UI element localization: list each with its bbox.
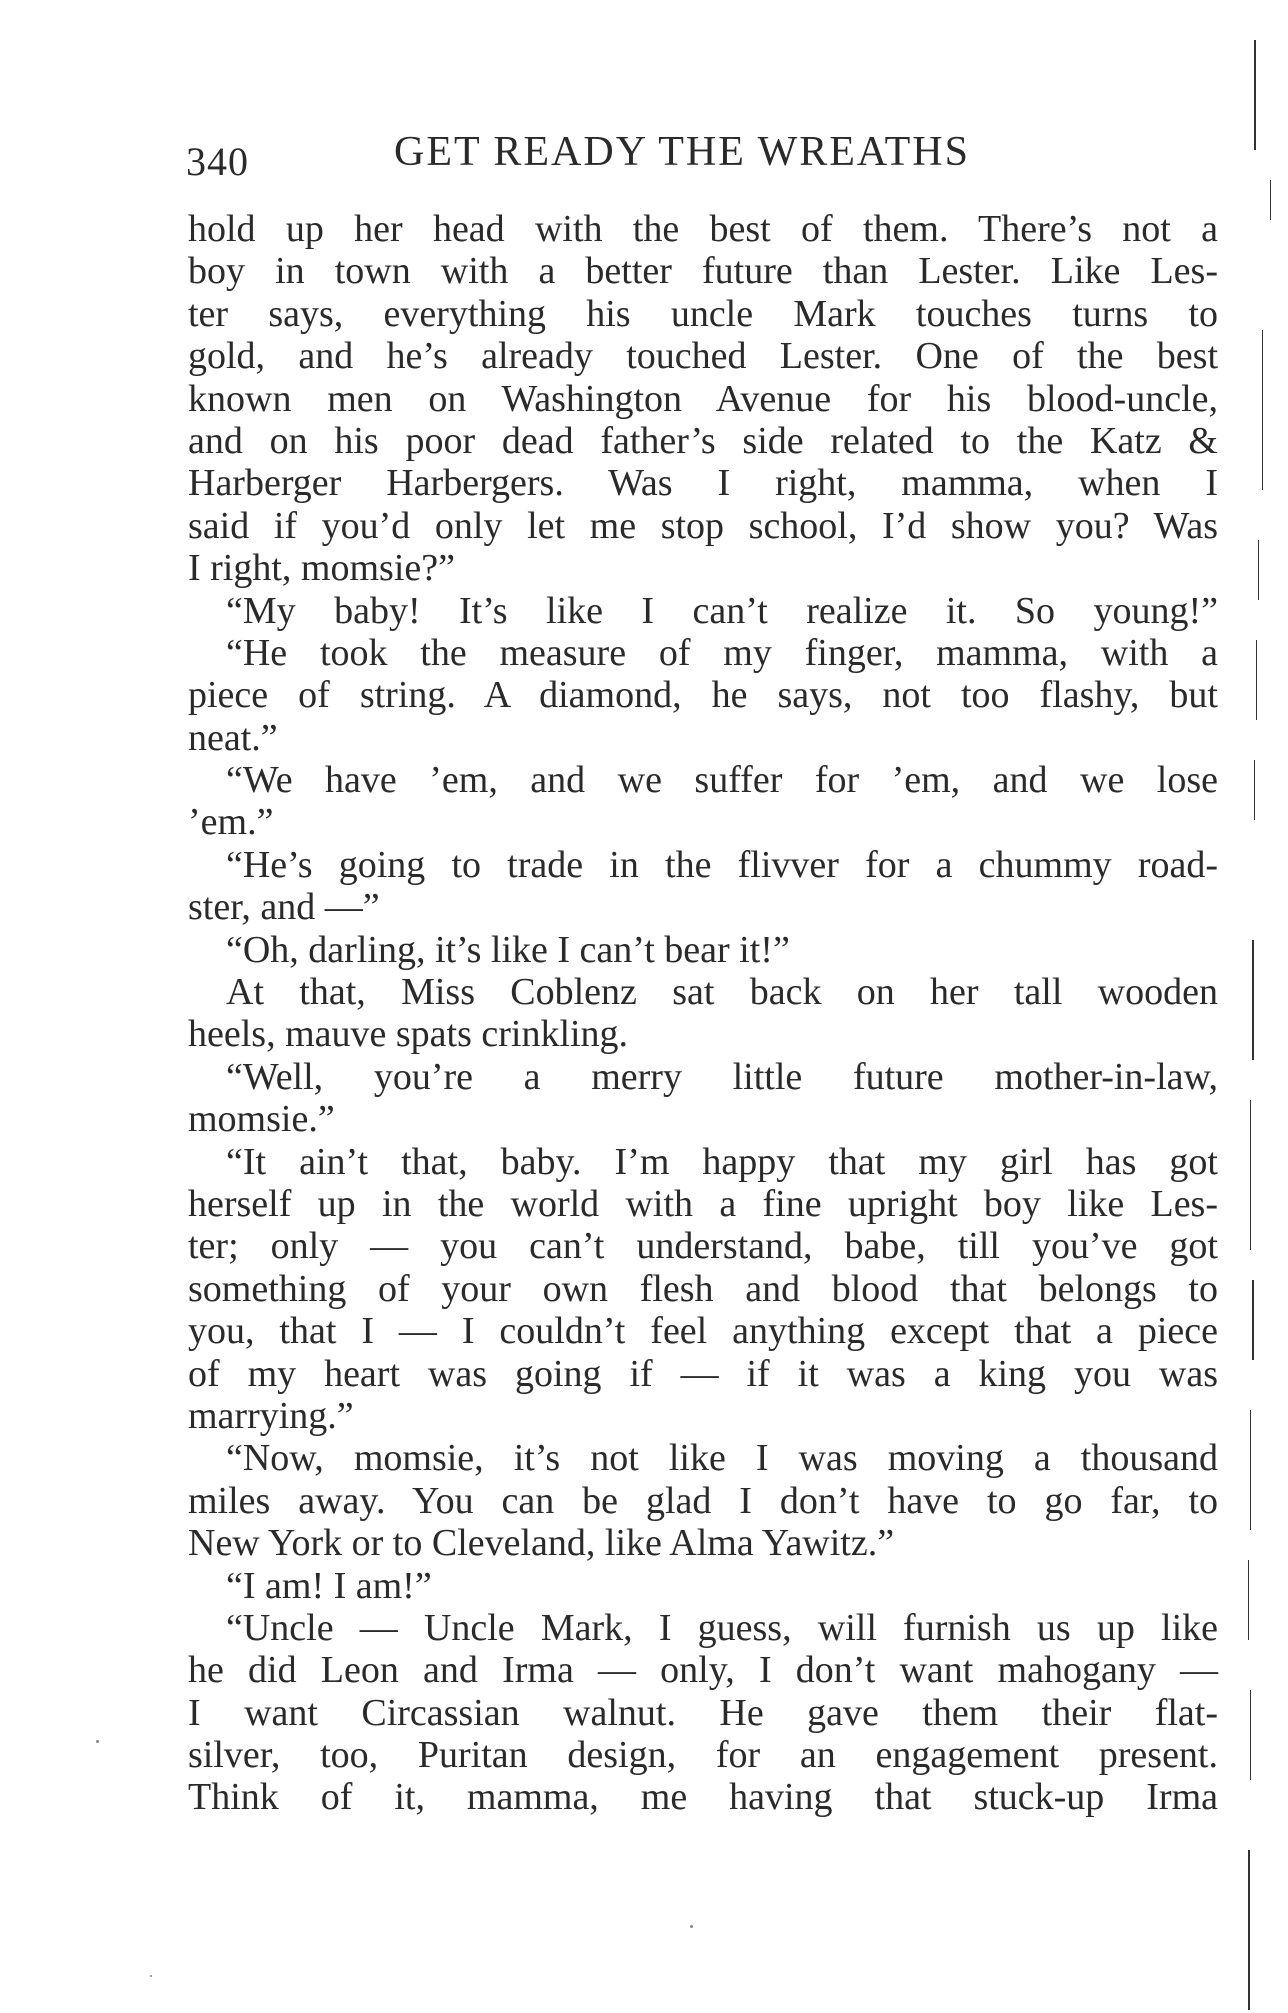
gutter-mark (1252, 940, 1254, 1060)
gutter-mark (1248, 1850, 1250, 2010)
text-line: “He took the measure of my finger, mamma, with a (226, 631, 1218, 674)
text-line: neat.” (188, 716, 278, 759)
text-line: Think of it, mamma, me having that stuck-up Irma (188, 1776, 1218, 1819)
text-line: ter says, everything his uncle Mark touches turns to (188, 292, 1218, 335)
text-line: “Uncle — Uncle Mark, I guess, will furnish us up like (226, 1606, 1218, 1649)
page-header (186, 128, 1066, 188)
text-line: of my heart was going if — if it was a king you was (188, 1352, 1218, 1395)
text-line: silver, too, Puritan design, for an engagement present. (188, 1734, 1218, 1777)
text-line: At that, Miss Coblenz sat back on her tall wooden (226, 971, 1218, 1014)
text-line: “He’s going to trade in the flivver for a chummy road- (226, 843, 1218, 886)
text-line: you, that I — I couldn’t feel anything except that a piece (188, 1310, 1218, 1353)
text-line: “Oh, darling, it’s like I can’t bear it!” (226, 928, 790, 971)
gutter-mark (1250, 1410, 1251, 1530)
page-number: 340 (186, 139, 249, 184)
paper-speck (690, 1925, 693, 1928)
text-line: miles away. You can be glad I don’t have to go far, to (188, 1479, 1218, 1522)
body-text (188, 208, 1218, 1819)
text-line: herself up in the world with a fine upright boy like Les- (188, 1182, 1218, 1225)
text-line: he did Leon and Irma — only, I don’t want mahogany — (188, 1649, 1218, 1692)
gutter-mark (1262, 330, 1263, 490)
paper-speck (150, 1975, 152, 1977)
gutter-mark (1270, 180, 1271, 220)
text-line: “Well, you’re a merry little future mother-in-law, (226, 1055, 1218, 1098)
text-line: something of your own flesh and blood that belongs to (188, 1267, 1218, 1310)
text-line: “I am! I am!” (226, 1564, 432, 1607)
gutter-mark (1250, 1690, 1251, 1780)
text-line: momsie.” (188, 1098, 335, 1141)
text-line: “It ain’t that, baby. I’m happy that my girl has got (226, 1140, 1218, 1183)
running-head: GET READY THE WREATHS (394, 129, 970, 175)
text-line: marrying.” (188, 1394, 354, 1437)
gutter-mark (1250, 1100, 1251, 1250)
text-line: known men on Washington Avenue for his blood-uncle, (188, 377, 1218, 420)
text-line: heels, mauve spats crinkling. (188, 1013, 629, 1056)
text-line: hold up her head with the best of them. There’s not a (188, 208, 1218, 250)
gutter-mark (1254, 40, 1256, 150)
text-line: and on his poor dead father’s side related to the Katz & (188, 419, 1218, 462)
text-line: I want Circassian walnut. He gave them their flat- (188, 1691, 1218, 1734)
gutter-mark (1248, 1560, 1249, 1640)
text-line: “We have ’em, and we suffer for ’em, and we lose (226, 759, 1218, 802)
text-line: piece of string. A diamond, he says, not too flashy, but (188, 674, 1218, 717)
paper-speck (96, 1740, 99, 1743)
gutter-mark (1256, 640, 1257, 720)
text-line: said if you’d only let me stop school, I’d show you? Was (188, 504, 1218, 547)
text-line: boy in town with a better future than Lester. Like Les- (188, 250, 1218, 293)
text-line: “My baby! It’s like I can’t realize it. So young!” (226, 589, 1218, 632)
text-line: ster, and —” (188, 886, 380, 929)
text-line: ter; only — you can’t understand, babe, till you’ve got (188, 1225, 1218, 1268)
text-line: ’em.” (188, 801, 274, 844)
gutter-mark (1254, 760, 1255, 820)
text-line: gold, and he’s already touched Lester. One of the best (188, 335, 1218, 378)
text-line: Harberger Harbergers. Was I right, mamma, when I (188, 462, 1218, 505)
text-line: New York or to Cleveland, like Alma Yawitz.” (188, 1522, 895, 1565)
text-line: “Now, momsie, it’s not like I was moving a thousand (226, 1437, 1218, 1480)
gutter-mark (1258, 540, 1259, 600)
text-line: I right, momsie?” (188, 547, 455, 590)
gutter-mark (1252, 1280, 1254, 1360)
